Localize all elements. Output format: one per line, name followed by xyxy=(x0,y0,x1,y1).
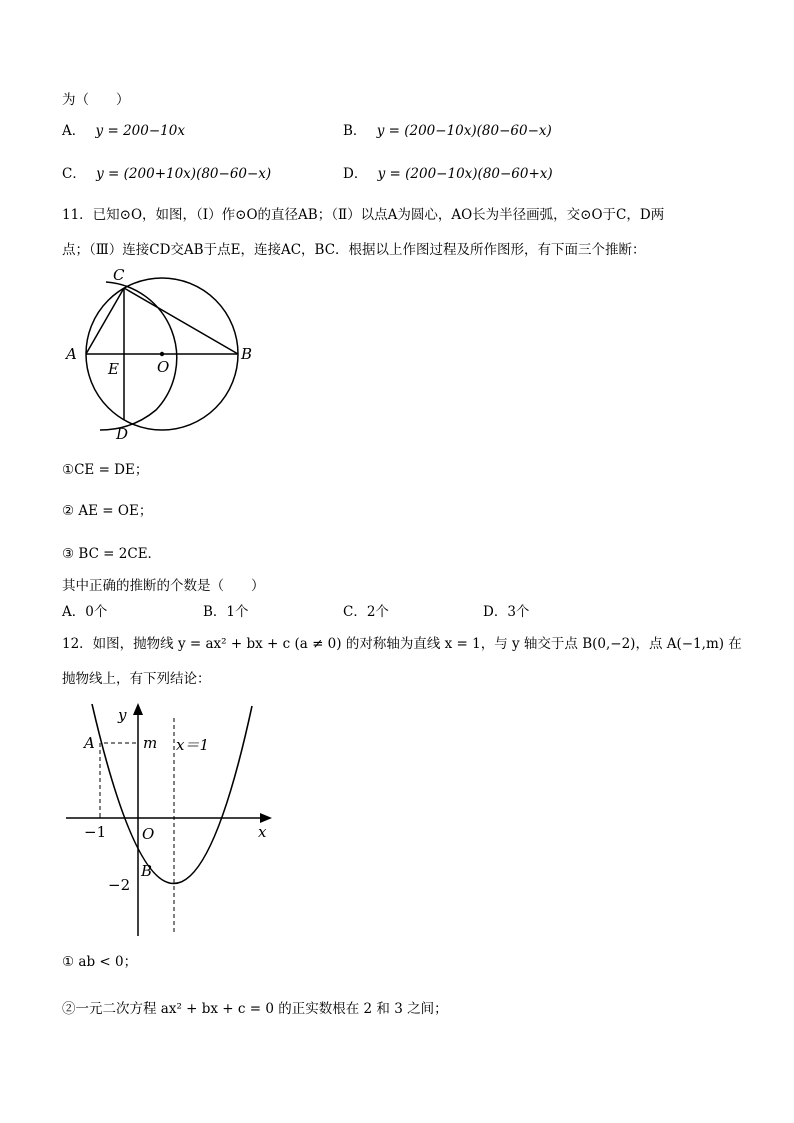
label-d: D xyxy=(116,425,129,443)
label-b: B xyxy=(241,345,253,363)
label-o: O xyxy=(157,358,170,376)
label-neg2: −2 xyxy=(108,876,131,894)
label-y: y xyxy=(118,706,127,724)
center-o-dot xyxy=(160,352,164,356)
label-x: x xyxy=(258,823,267,841)
label-point-a: A xyxy=(84,734,95,752)
q10-option-d[interactable] xyxy=(343,165,553,183)
label-m: m xyxy=(143,734,158,752)
label-neg1: −1 xyxy=(84,823,107,841)
q11-stem-line2: 点；（Ⅲ）连接CD交AB于点E，连接AC，BC．根据以上作图过程及所作图形，有下面三个推断： xyxy=(62,242,646,258)
q11-stem-line1: 11．已知⊙O，如图，（Ⅰ）作⊙O的直径AB；（Ⅱ）以点A为圆心，AO长为半径画弧，交⊙O于C，D两 xyxy=(62,207,665,223)
q12-claim-2: ②一元二次方程 ax² + bx + c = 0 的正实数根在 2 和 3 之间； xyxy=(62,1001,448,1017)
q12-parabola-figure xyxy=(60,700,290,940)
q10-option-c[interactable] xyxy=(62,165,271,183)
q10-option-a-expr: y = 200−10x xyxy=(95,123,185,139)
q10-option-b[interactable] xyxy=(343,122,552,140)
arc-from-a xyxy=(100,282,177,430)
label-e: E xyxy=(108,360,119,378)
q10-option-b-expr: y = (200−10x)(80−60−x) xyxy=(376,123,552,139)
q11-claim-1: ①CE = DE； xyxy=(62,462,149,478)
q11-claim-3: ③ BC = 2CE． xyxy=(62,546,162,562)
q10-stem-tail: 为（ ） xyxy=(62,92,130,108)
q10-option-c-label: C． xyxy=(62,166,86,182)
q10-option-a-label: A． xyxy=(62,123,86,139)
q11-option-c[interactable]: C．2个 xyxy=(343,604,389,620)
q10-option-b-label: B． xyxy=(343,123,367,139)
segment-bc xyxy=(124,288,238,354)
q10-option-d-label: D． xyxy=(343,166,368,182)
x-axis-arrow xyxy=(260,813,272,823)
q11-option-a[interactable]: A．0个 xyxy=(62,604,108,620)
parabola-curve xyxy=(92,704,252,884)
q11-option-b[interactable]: B．1个 xyxy=(203,604,249,620)
q11-option-d[interactable]: D．3个 xyxy=(483,604,530,620)
q12-claim-1: ① ab < 0； xyxy=(62,954,138,970)
q12-stem-line1: 12．如图，抛物线 y = ax² + bx + c (a ≠ 0) 的对称轴为直线 x = 1，与 y 轴交于点 B(0,−2)，点 A(−1,m) 在 xyxy=(62,636,742,652)
q10-option-a[interactable] xyxy=(62,122,185,140)
label-origin: O xyxy=(142,825,155,843)
label-axis-eq: x＝1 xyxy=(176,736,210,754)
label-c: C xyxy=(113,266,125,284)
label-point-b: B xyxy=(141,862,153,880)
q10-option-d-expr: y = (200−10x)(80−60+x) xyxy=(377,166,553,182)
q10-option-c-expr: y = (200+10x)(80−60−x) xyxy=(96,166,272,182)
y-axis-arrow xyxy=(133,703,143,715)
segment-ac xyxy=(86,288,124,354)
q11-claim-2: ② AE = OE； xyxy=(62,503,153,519)
label-a: A xyxy=(66,345,77,363)
q12-stem-line2: 抛物线上，有下列结论： xyxy=(62,671,211,687)
q11-question: 其中正确的推断的个数是（ ） xyxy=(62,578,265,594)
q11-circle-figure xyxy=(62,262,262,442)
